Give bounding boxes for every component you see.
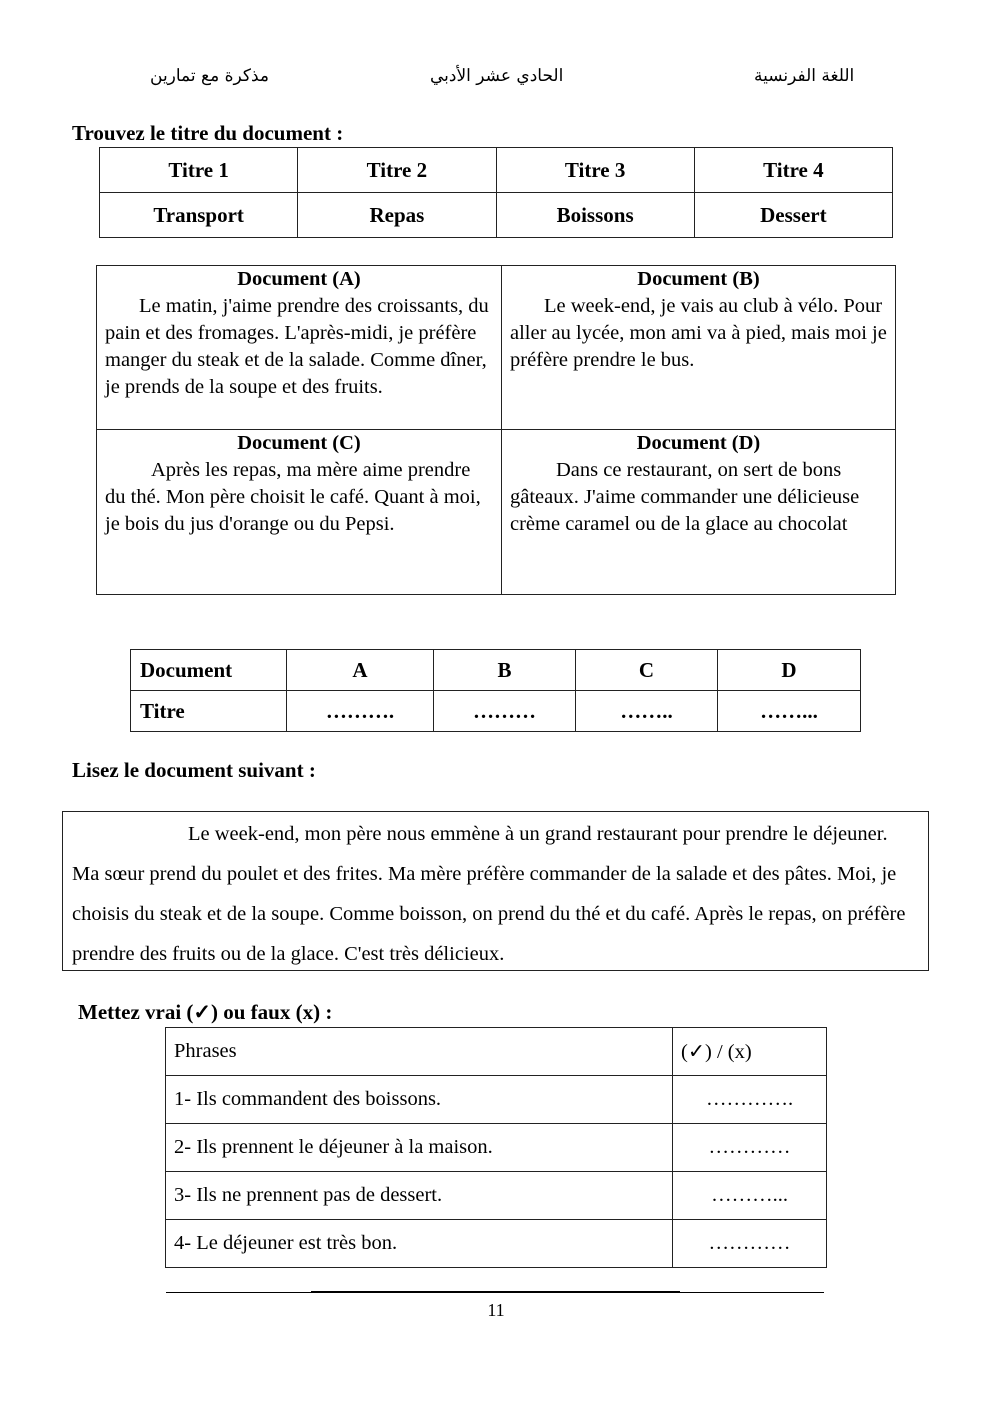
column-header-phrases: Phrases [166, 1028, 673, 1076]
titles-header-cell: Titre 4 [694, 148, 892, 193]
matching-letters-row [131, 650, 861, 691]
statement-text: 3- Ils ne prennent pas de dessert. [166, 1172, 673, 1220]
documents-table [96, 265, 896, 595]
document-b-title: Document (B) [637, 268, 760, 290]
document-b-text: Le week-end, je vais au club à vélo. Pour aller au lycée, mon ami va à pied, mais moi je préfère prendre le bus. [510, 295, 887, 371]
answer-blank-input[interactable]: …………. [673, 1076, 827, 1124]
titles-value-row [100, 193, 893, 238]
matching-letter-cell: C [576, 650, 718, 691]
titles-value-cell: Boissons [496, 193, 694, 238]
header-right-text: اللغة الفرنسية [754, 66, 855, 86]
document-a-title: Document (A) [237, 268, 361, 290]
document-a-text: Le matin, j'aime prendre des croissants, du pain et des fromages. L'après-midi, je préfère manger du steak et de la salade. Comme dîner, je prends de la soupe et des fruits. [105, 295, 489, 398]
titles-header-cell: Titre 2 [298, 148, 496, 193]
footer-rule-thick [311, 1291, 680, 1293]
section-title-find-title: Trouvez le titre du document : [72, 121, 344, 145]
matching-blank-input[interactable]: ………. [287, 691, 434, 732]
true-false-header-row [166, 1028, 827, 1076]
true-false-row [166, 1124, 827, 1172]
section-title-read-document: Lisez le document suivant : [72, 758, 316, 782]
document-d-text: Dans ce restaurant, on sert de bons gâteaux. J'aime commander une délicieuse crème caramel ou de la glace au chocolat [510, 459, 860, 535]
matching-blank-input[interactable]: …….. [576, 691, 718, 732]
document-c-title: Document (C) [237, 432, 361, 454]
matching-letter-cell: A [287, 650, 434, 691]
matching-blank-input[interactable]: ……… [434, 691, 576, 732]
matching-blanks-row [131, 691, 861, 732]
titles-header-cell: Titre 1 [100, 148, 298, 193]
titles-value-cell: Dessert [694, 193, 892, 238]
titles-value-cell: Repas [298, 193, 496, 238]
matching-row-label: Document [131, 650, 287, 691]
document-c-text: Après les repas, ma mère aime prendre du thé. Mon père choisit le café. Quant à moi, je bois du jus d'orange ou du Pepsi. [105, 459, 481, 535]
matching-table [130, 649, 861, 732]
document-d-title: Document (D) [636, 432, 761, 454]
section-title-true-false: Mettez vrai (✓) ou faux (x) : [78, 1000, 333, 1024]
matching-row-label: Titre [131, 691, 287, 732]
statement-text: 4- Le déjeuner est très bon. [166, 1220, 673, 1268]
matching-letter-cell: B [434, 650, 576, 691]
header-left-text: مذكرة مع تمارين [150, 66, 269, 86]
statement-text: 2- Ils prennent le déjeuner à la maison. [166, 1124, 673, 1172]
page-number: 11 [487, 1300, 505, 1320]
document-a-cell [97, 266, 502, 430]
titles-table [99, 147, 893, 238]
reading-passage-text: Le week-end, mon père nous emmène à un grand restaurant pour prendre le déjeuner. Ma sœur prend du poulet et des frites. Ma mère préfère commander de la salade et des pâtes. Moi, je choisis du steak et de la soupe. Comme boisson, on prend du thé et du café. Après le repas, on préfère prendre des fruits ou de la glace. C'est très délicieux. [72, 823, 906, 965]
answer-blank-input[interactable]: ………... [673, 1172, 827, 1220]
header-center-text: الحادي عشر الأدبي [430, 66, 564, 86]
documents-row [97, 430, 896, 595]
reading-passage [62, 811, 929, 971]
true-false-row [166, 1076, 827, 1124]
answer-blank-input[interactable]: ………… [673, 1124, 827, 1172]
document-d-cell [502, 430, 896, 595]
document-b-cell [502, 266, 896, 430]
true-false-row [166, 1172, 827, 1220]
statement-text: 1- Ils commandent des boissons. [166, 1076, 673, 1124]
titles-value-cell: Transport [100, 193, 298, 238]
matching-blank-input[interactable]: ……... [718, 691, 861, 732]
answer-blank-input[interactable]: ………… [673, 1220, 827, 1268]
titles-header-row [100, 148, 893, 193]
documents-row [97, 266, 896, 430]
titles-header-cell: Titre 3 [496, 148, 694, 193]
document-c-cell [97, 430, 502, 595]
true-false-row [166, 1220, 827, 1268]
column-header-answer: (✓) / (x) [673, 1028, 827, 1076]
matching-letter-cell: D [718, 650, 861, 691]
true-false-table [165, 1027, 827, 1268]
